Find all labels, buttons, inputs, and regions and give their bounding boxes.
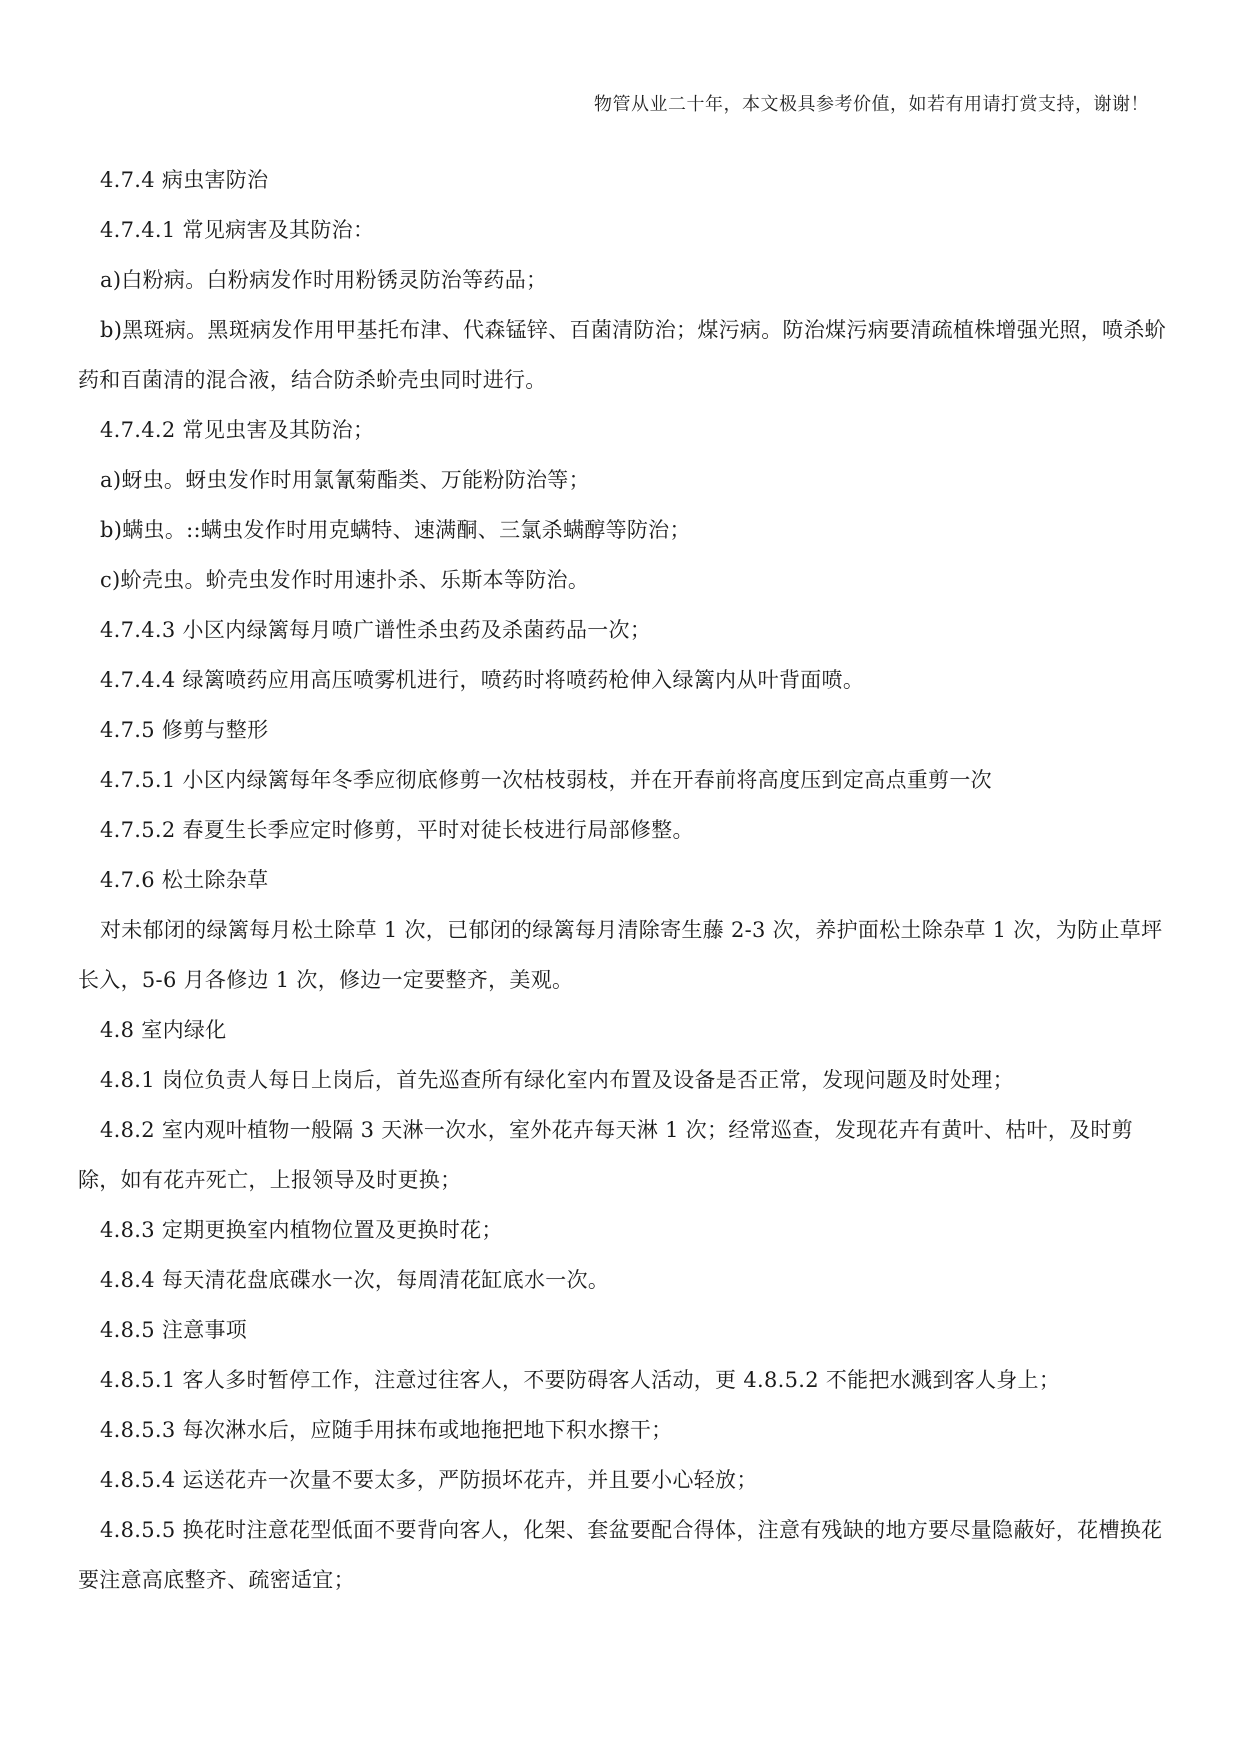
paragraph-scale-insect: c)蚧壳虫。蚧壳虫发作时用速扑杀、乐斯本等防治。 — [100, 568, 590, 592]
document-body — [78, 155, 1168, 1605]
paragraph-4-8-1: 4.8.1 岗位负责人每日上岗后，首先巡查所有绿化室内布置及设备是否正常，发现问题及时处理； — [100, 1068, 1014, 1092]
paragraph-4-7-5-2: 4.7.5.2 春夏生长季应定时修剪，平时对徒长枝进行局部修整。 — [100, 818, 694, 842]
paragraph-4-7-4-4: 4.7.4.4 绿篱喷药应用高压喷雾机进行，喷药时将喷药枪伸入绿篱内从叶背面喷。 — [100, 668, 865, 692]
heading-4-7-6: 4.7.6 松土除杂草 — [100, 868, 269, 892]
heading-4-7-4-1: 4.7.4.1 常见病害及其防治： — [100, 218, 375, 242]
paragraph-4-7-5-1: 4.7.5.1 小区内绿篱每年冬季应彻底修剪一次枯枝弱枝，并在开春前将高度压到定高点重剪一次 — [100, 768, 992, 792]
paragraph-4-8-2: 4.8.2 室内观叶植物一般隔 3 天淋一次水，室外花卉每天淋 1 次；经常巡查，发现花卉有黄叶、枯叶，及时剪除，如有花卉死亡，上报领导及时更换； — [78, 1118, 1134, 1192]
paragraph-4-8-5-3: 4.8.5.3 每次淋水后，应随手用抹布或地拖把地下积水擦干； — [100, 1418, 673, 1442]
paragraph-powdery-mildew: a)白粉病。白粉病发作时用粉锈灵防治等药品； — [100, 268, 548, 292]
heading-4-8-5: 4.8.5 注意事项 — [100, 1318, 248, 1342]
paragraph-4-8-5-4: 4.8.5.4 运送花卉一次量不要太多，严防损坏花卉，并且要小心轻放； — [100, 1468, 758, 1492]
paragraph-4-8-4: 4.8.4 每天清花盘底碟水一次，每周清花缸底水一次。 — [100, 1268, 610, 1292]
paragraph-mite: b)螨虫。::螨虫发作时用克螨特、速满酮、三氯杀螨醇等防治； — [100, 518, 691, 542]
paragraph-4-7-4-3: 4.7.4.3 小区内绿篱每月喷广谱性杀虫药及杀菌药品一次； — [100, 618, 652, 642]
paragraph-4-8-5-5: 4.8.5.5 换花时注意花型低面不要背向客人，化架、套盆要配合得体，注意有残缺的地方要尽量隐蔽好，花槽换花要注意高底整齐、疏密适宜； — [78, 1518, 1163, 1592]
paragraph-aphid: a)蚜虫。蚜虫发作时用氯氰菊酯类、万能粉防治等； — [100, 468, 590, 492]
paragraph-4-8-3: 4.8.3 定期更换室内植物位置及更换时花； — [100, 1218, 503, 1242]
paragraph-4-8-5-1: 4.8.5.1 客人多时暂停工作，注意过往客人，不要防碍客人活动，更 4.8.5.2 不能把水溅到客人身上； — [100, 1368, 1061, 1392]
heading-4-8: 4.8 室内绿化 — [100, 1018, 227, 1042]
header-note: 物管从业二十年，本文极具参考价值，如若有用请打赏支持，谢谢！ — [594, 94, 1149, 115]
heading-4-7-4-2: 4.7.4.2 常见虫害及其防治； — [100, 418, 375, 442]
heading-4-7-5: 4.7.5 修剪与整形 — [100, 718, 269, 742]
heading-4-7-4: 4.7.4 病虫害防治 — [100, 168, 269, 192]
paragraph-black-spot: b)黑斑病。黑斑病发作用甲基托布津、代森锰锌、百菌清防治；煤污病。防治煤污病要清疏植株增强光照，喷杀蚧药和百菌清的混合液，结合防杀蚧壳虫同时进行。 — [78, 318, 1166, 392]
paragraph-weeding: 对未郁闭的绿篱每月松土除草 1 次，已郁闭的绿篱每月清除寄生藤 2-3 次，养护面松土除杂草 1 次，为防止草坪长入，5-6 月各修边 1 次，修边一定要整齐，美观。 — [78, 918, 1163, 992]
